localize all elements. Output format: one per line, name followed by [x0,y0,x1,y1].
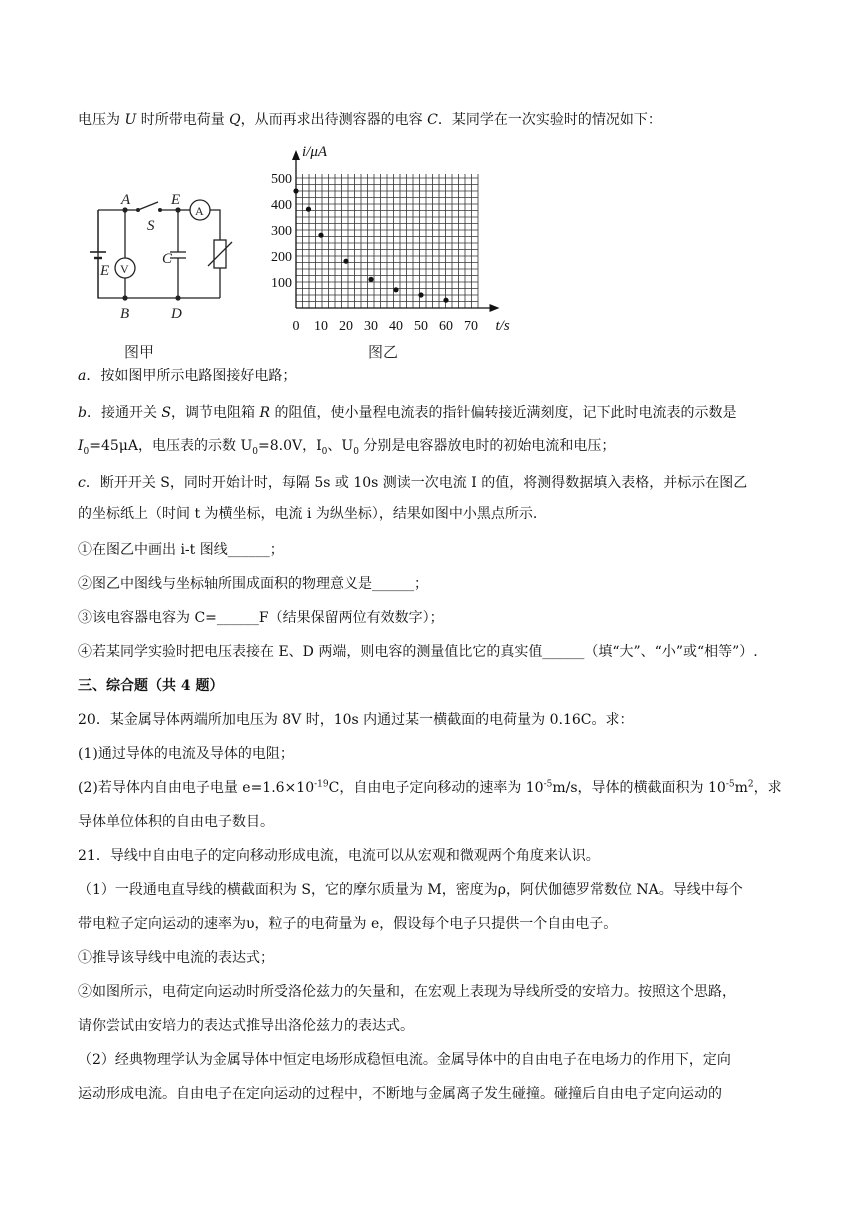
question-3: ③该电容器电容为 C=______F（结果保留两位有效数字）； [78,610,444,626]
data-point [418,292,423,297]
p21-line4: ①推导该导线中电流的表达式； [78,950,274,966]
p21-line3: 带电粒子定向运动的速率为υ，粒子的电荷量为 e，假设每个电子只提供一个自由电子。 [78,916,618,932]
caption-yi: 图乙 [368,343,399,361]
y-tick-label: 200 [271,250,292,265]
data-point [368,277,373,282]
step-c-line2: 的坐标纸上（时间 t 为横坐标，电流 i 为纵坐标），结果如图中小黑点所示. [78,506,538,522]
step-b-line2: $I_0=45\mu A$，电压表的示数 $U_0=8.0V$，$I_0$、$U_0$ 分别是电容器放电时的初始电流和电压； [78,438,616,457]
p21-line8: 运动形成电流。自由电子在定向运动的过程中，不断地与金属离子发生碰撞。碰撞后自由电子定向运动的 [78,1086,722,1102]
label-d: D [171,306,182,322]
p20-line4: 导体单位体积的自由电子数目。 [78,814,274,830]
question-4: ④若某同学实验时把电压表接在 E、D 两端，则电容的测量值比它的真实值______（填“大”、“小”或“相等”）. [78,644,758,660]
label-e-top: E [171,192,181,208]
x-tick-label: 30 [364,319,378,334]
x-tick-label: 40 [389,319,403,334]
x-tick-label: 10 [314,319,328,334]
x-tick-label: 60 [439,319,453,334]
label-a: A [121,192,131,208]
p21-line6: 请你尝试由安培力的表达式推导出洛伦兹力的表达式。 [78,1018,414,1034]
p20-line1: 20．某金属导体两端所加电压为 8V 时，10s 内通过某一横截面的电荷量为 0.16C。求： [78,712,634,728]
step-b-line1: b．接通开关 S，调节电阻箱 R 的阻值，使小量程电流表的指针偏转接近满刻度，记下此时电流表的示数是 [78,405,737,421]
data-point [393,287,398,292]
data-point [443,298,448,303]
p21-line5: ②如图所示，电荷定向运动时所受洛伦兹力的矢量和，在宏观上表现为导线所受的安培力。按照这个思路， [78,984,736,1000]
caption-jia: 图甲 [124,343,155,361]
x-tick-label: 0 [292,319,300,334]
label-c: C [162,251,173,267]
p21-line2: （1）一段通电直导线的横截面积为 S，它的摩尔质量为 M，密度为ρ，阿伏伽德罗常数位 NA。导线中每个 [78,882,743,898]
ammeter-icon: A [195,204,204,218]
data-point [343,259,348,264]
voltmeter-icon: V [120,262,129,276]
figures-area [78,140,538,365]
p20-line3: (2)若导体内自由电子电量 $e=1.6\times 10^{-19}C$，自由电子定向移动的速率为 $10^{-5}m/s$，导体的横截面积为 $10^{-5}m^2$，求 [78,779,782,796]
y-tick-label: 400 [271,198,292,213]
data-point [306,207,311,212]
y-tick-label: 500 [271,172,292,187]
x-tick-label: 50 [414,319,428,334]
chart-i-t [271,144,510,334]
intro-line: 电压为 U 时所带电荷量 Q，从而再求出待测容器的电容 C．某同学在一次实验时的情况如下： [78,112,662,128]
section-heading: 三、综合题（共 4 题） [78,678,224,694]
y-axis-arrow [292,150,300,160]
data-point [293,188,298,193]
label-b: B [120,306,130,322]
y-tick-label: 100 [271,276,292,291]
figure-svg [78,140,538,365]
label-s: S [147,218,155,234]
p21-line7: （2）经典物理学认为金属导体中恒定电场形成稳恒电流。金属导体中的自由电子在电场力的作用下，定向 [78,1052,731,1068]
circuit-diagram [90,200,232,298]
x-tick-label: 20 [339,319,353,334]
p21-line1: 21．导线中自由电子的定向移动形成电流，电流可以从宏观和微观两个角度来认识。 [78,848,600,864]
y-tick-label: 300 [271,224,292,239]
x-axis-label: t/s [495,318,510,334]
label-e-battery: E [100,263,110,279]
p20-line2: (1)通过导体的电流及导体的电阻； [78,746,294,762]
data-point [318,233,323,238]
x-axis-arrow [490,304,500,312]
step-c-line1: c．断开开关 S，同时开始计时，每隔 5s 或 10s 测读一次电流 I 的值，将测得数据填入表格，并标示在图乙 [78,475,748,491]
y-axis-label: i/μA [302,144,328,160]
x-tick-label: 70 [464,319,478,334]
question-1: ①在图乙中画出 i-t 图线______； [78,542,284,558]
question-2: ②图乙中图线与坐标轴所围成面积的物理意义是______； [78,576,428,592]
step-a: a．按如图甲所示电路图接好电路； [78,368,297,384]
